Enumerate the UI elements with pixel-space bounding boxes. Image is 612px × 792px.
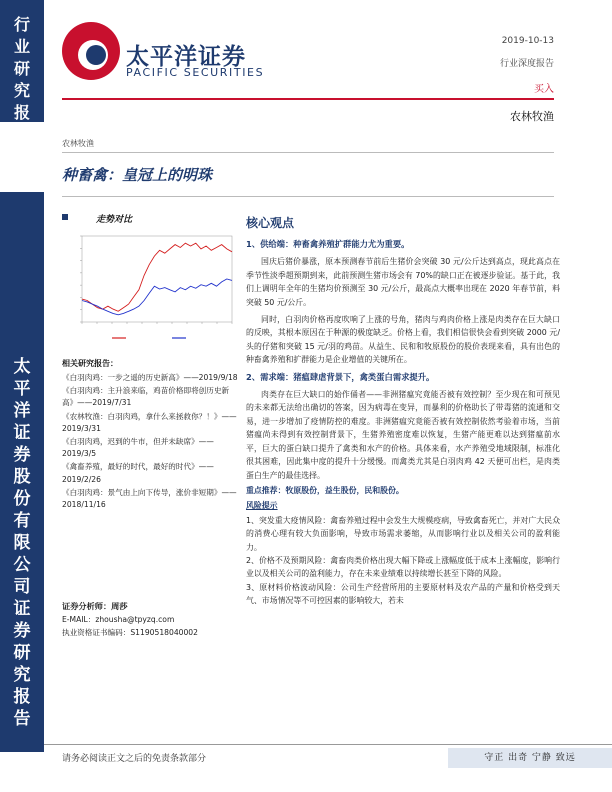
- section-heading: 2、需求端：猪瘟肆虐背景下，禽类蛋白需求提升。: [246, 371, 435, 382]
- sidebar-top-band: [0, 0, 44, 144]
- analyst-cert: 执业资格证书编码：S1190518040002: [62, 628, 198, 637]
- divider: [62, 196, 554, 197]
- related-report-item[interactable]: 《白羽肉鸡，迟到的牛市，但并未缺席》——2019/3/5: [62, 437, 214, 459]
- chart-axes: [80, 236, 232, 324]
- series-line-1: [82, 279, 232, 315]
- related-report-item[interactable]: 《农林牧渔：白羽肉鸡，拿什么来拯救你？！》——2019/3/31: [62, 411, 237, 433]
- footer-divider: [44, 744, 612, 745]
- disclaimer-note: 请务必阅读正文之后的免责条款部分: [62, 754, 207, 764]
- paragraph: 同时，白羽肉价格再度吹响了上涨的号角，猪肉与鸡肉价格上涨是肉类存在巨大缺口的反映，其根本原因在于种源的极度缺乏。价格上看，我们相信很快会看到突破 2000 元/头的仔猪和突破 15 元/羽的鸡苗。从益生、民和和牧原股份的股价表现来看，具有出色的种畜禽养殖和扩群能力是企业增值的关键所在。: [246, 315, 560, 365]
- sidebar-top-text: 行业研究报告: [13, 15, 30, 144]
- analyst-name: 证券分析师：周莎: [62, 601, 128, 611]
- trend-chart: [62, 230, 238, 346]
- series-line-0: [82, 243, 232, 311]
- related-reports-list: [62, 372, 238, 512]
- related-report-item[interactable]: 《禽畜养殖，最好的时代，最好的时代》——2019/2/26: [62, 462, 214, 484]
- related-report-item[interactable]: 《白羽肉鸡：景气由上向下传导，涨价非短期》——2018/11/16: [62, 487, 237, 510]
- core-views-title: 核心观点: [246, 216, 295, 230]
- divider: [62, 152, 554, 153]
- paragraph: 肉类存在巨大缺口的始作俑者——非洲猪瘟究竟能否被有效控制？至少现在和可预见的未来都无法给出确切的答案，因为病毒在变异，而暴利的价格助长了带毒猪的流通和交易，进一步增加了疫情防控的难度。非洲猪瘟究竟能否被有效控制依然考验着市场，当前猪瘟尚未得到有效控制背景下，生猪养殖密度难以恢复，生猪产能更难以达到猪瘟前水平，巨大的蛋白缺口提升了禽类和水产的价格。具体来看，水产养殖受地域限制，标准化很其困难，因此集中度的提升十分缓慢。而禽类尤其是白羽肉鸡 42 天便可出栏，是肉类蛋白生产的最佳选择。: [246, 390, 560, 480]
- trend-chart-title: 走势对比: [96, 215, 133, 225]
- sidebar-main-text: 太平洋证券股份有限公司证券研究报告: [13, 357, 31, 729]
- header-divider: [62, 98, 554, 100]
- logo-text-en: PACIFIC SECURITIES: [126, 66, 265, 79]
- analyst-block: [62, 600, 238, 639]
- sector-label: 农林牧渔: [510, 110, 554, 123]
- risk-title: 风险提示: [246, 501, 278, 511]
- company-motto: 守正 出奇 宁静 致远: [448, 748, 612, 768]
- rating-badge: 买入: [534, 84, 554, 95]
- related-reports-title: 相关研究报告：: [62, 359, 118, 368]
- sidebar-main-band: [0, 192, 44, 752]
- breadcrumb: 农林牧渔: [62, 139, 94, 148]
- page-title: 种畜禽：皇冠上的明珠: [62, 166, 213, 184]
- analyst-email[interactable]: E-MAIL：zhousha@tpyzq.com: [62, 615, 175, 624]
- core-views-body: [246, 236, 560, 608]
- bullet-square-icon: [62, 214, 68, 220]
- risk-item: 2、价格不及预期风险：禽畜肉类价格出现大幅下降或上涨幅度低于成本上涨幅度，影响行业以及相关公司的盈利能力，存在未来业绩难以持续增长甚至下降的风险。: [246, 555, 560, 579]
- related-report-item[interactable]: 《白羽肉鸡：一步之遥的历史新高》——2019/9/18: [62, 373, 238, 382]
- logo-mark-dot: [86, 45, 106, 65]
- risk-item: 1、突发重大疫情风险：禽畜养殖过程中会发生大规模疫病，导致禽畜死亡，并对广大民众的消费心理有较大负面影响，导致市场需求萎缩，从而影响行业以及相关公司的盈利能力。: [246, 515, 560, 552]
- logo-text-cn: 太平洋证券: [126, 44, 246, 70]
- report-date: 2019-10-13: [501, 36, 554, 46]
- key-recommendation: 重点推荐：牧原股份，益生股份，民和股份。: [246, 485, 404, 495]
- report-type: 行业深度报告: [499, 59, 554, 69]
- risk-item: 3、原材料价格波动风险：公司生产经营所用的主要原材料及农产品的产量和价格受到天气、市场情况等不可控因素的影响较大，若未: [246, 582, 560, 606]
- section-heading: 1、供给端：种畜禽养殖扩群能力尤为重要。: [246, 239, 410, 249]
- chart-lines: [82, 243, 232, 315]
- paragraph: 国庆后猪价暴涨，原本预测春节前后生猪价会突破 30 元/公斤达到高点，现此高点在季节性淡季超预期到来，此前预测生猪市场会有 70%的缺口正在被逐步验证。基于此，我们上调明年全年的生猪均价预测至 30 元/公斤，最高点大概率出现在 2020 年春节前，料突破 50 元/公斤。: [246, 257, 560, 307]
- related-report-item[interactable]: 《白羽肉鸡：主升浪来临，鸡苗价格即将创历史新高》——2019/7/31: [62, 386, 230, 408]
